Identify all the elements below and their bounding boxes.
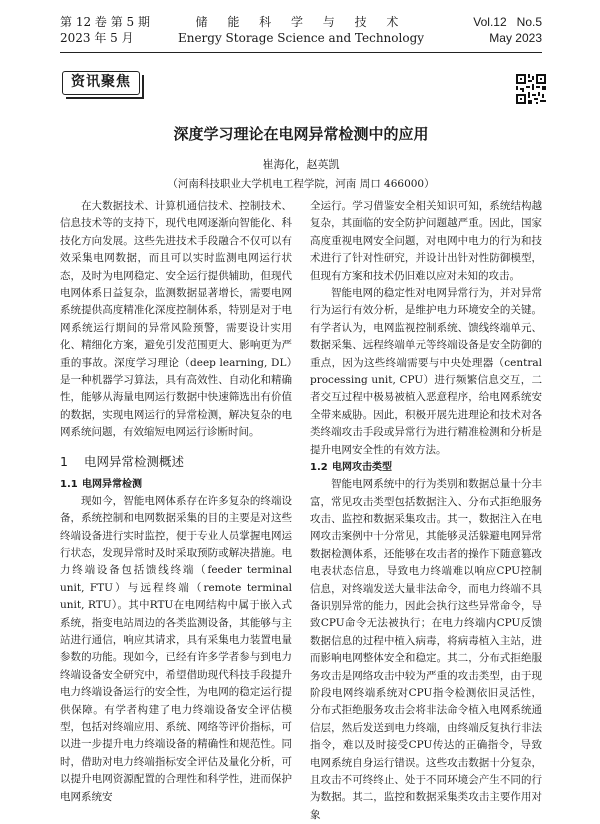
- running-header: [60, 14, 542, 50]
- right-column: [310, 198, 542, 824]
- date-en: May 2023: [489, 31, 542, 45]
- left-column: [60, 198, 292, 806]
- body-paragraph: 智能电网系统中的行为类别和数据总量十分丰富，常见攻击类型包括数据注入、分布式拒绝服务攻击、监控和数据采集攻击。其一，数据注入在电网攻击案例中十分常见，其能够灵活躲避电网异常数据检测体系，还能够在攻击者的操作下随意篡改电表状态信息，导致电力终端难以响应CPU控制信息，对终端发送大量非法命令，而电力终端不具备识别异常的能力，因此会执行这些异常命令，导致CPU命令无法被执行；在电力终端内CPU反馈数据信息的过程中植入病毒，将病毒植入主站，进而影响电网整体安全和稳定。其二，分布式拒绝服务攻击是网络攻击中较为严重的攻击类型，由于现阶段电网终端系统对CPU指令检测依旧灵活性，分布式拒绝服务攻击会将非法命令植入电网系统通信层，然后发送到电力终端，由终端反复执行非法指令，难以及时接受CPU传达的正确指令，导致电网系统自身运行错误。这些攻击数据十分复杂，且攻击不可终终止、处于不同环境会产生不同的行为数据。其二，监控和数据采集类攻击主要作用对象: [310, 478, 542, 821]
- section-1-heading: [60, 452, 292, 472]
- body-paragraph: 智能电网的稳定性对电网异常行为，并对异常行为运行有效分析，是维护电力环境安全的关键。有学者认为，电网监视控制系统、馈线终端单元、数据采集、远程终端单元等终端设备是安全防御的重点，因为这些终端需要与中央处理器（central processing unit, CPU）进行频繁信息交互，二者交互过程中极易被植入恶意程序，给电网系统安全带来威胁。因此，积极开展先进理论和技术对各类终端攻击手段或异常行为进行精准检测和分析是提升电网安全性的有效方法。: [310, 287, 542, 456]
- header-right: [473, 14, 542, 46]
- date-cn: 2023 年 5 月: [60, 31, 134, 45]
- section-title: 电网异常检测概述: [84, 453, 185, 469]
- subsection-title: 电网攻击类型: [332, 462, 392, 474]
- journal-name-en: Energy Storage Science and Technology: [177, 31, 425, 45]
- header-center: [60, 14, 542, 46]
- intro-paragraph: 在大数据技术、计算机通信技术、控制技术、信息技术等的支持下，现代电网逐渐向智能化、科技化方向发展。这些先进技术手段融合不仅可以有效采集电网数据，而且可以实时监测电网运行状态，及时为电网稳定、安全运行提供辅助，但现代电网体系日益复杂，监测数据显著增长，需要电网系统提供高度精准化深度控制体系，特别是对于电网系统运行期间的异常风险预警，需要设计实用化、精细化方案，避免引发范围更大、影响更为严重的事故。深度学习理论（deep learning, DL）是一种机器学习算法，具有高效性、自动化和精确性，能够从海量电网运行数据中快速筛选出有价值的数据，实现电网运行的异常检测，解决复杂的电网系统问题，有效缩短电网运行诊断时间。: [60, 200, 292, 439]
- volume-issue-cn: 第 12 卷 第 5 期: [60, 15, 150, 29]
- subsection-1-1-heading: [60, 476, 292, 493]
- article-affiliation: （河南科技职业大学机电工程学院，河南 周口 466000）: [167, 178, 435, 190]
- body-paragraph-continued: 全运行。学习借鉴安全相关知识可知，系统结构越复杂，其面临的安全防护问题越严重。因此，国家高度重视电网安全问题，对电网中电力的行为和技术进行了针对性研究，并设计出针对性防御模型，但现有方案和技术仍旧难以应对未知的攻击。: [310, 200, 542, 282]
- subsection-number: 1.2: [310, 462, 328, 474]
- journal-name-cn: 储 能 科 学 与 技 术: [195, 15, 407, 29]
- subsection-1-2-heading: [310, 459, 542, 476]
- subsection-title: 电网异常检测: [82, 478, 142, 490]
- header-rule: [60, 52, 542, 53]
- article-authors: 崔海化，赵英凯: [262, 158, 340, 171]
- volume-issue-en: Vol.12 No.5: [473, 15, 542, 29]
- column-tag: 资讯聚焦: [62, 71, 140, 95]
- qr-code-icon[interactable]: [516, 74, 546, 104]
- article-title: 深度学习理论在电网异常检测中的应用: [173, 125, 429, 143]
- body-paragraph: 现如今，智能电网体系存在许多复杂的终端设备，系统控制和电网数据采集的目的主要是对这些终端设备进行实时监控，便于专业人员掌握电网运行状态，发现异常时及时采取预防或解决措施。电力终端设备包括馈线终端（feeder terminal unit, FTU）与远程终端（remote terminal unit, RTU）。其中RTU在电网结构中属于嵌入式系统，指变电站周边的各类监测设备，其能够与主站进行通信，响应其请求，具有采集电力装置电量参数的功能。现如今，已经有许多学者参与到电力终端设备安全研究中，希望借助现代科技手段提升电力终端设备运行的安全性，为电网的稳定运行提供保障。有学者构建了电力终端设备安全评估模型，包括对终端应用、系统、网络等评价指标，可以进一步提升电力终端设备的精确性和规范性。同时，借助对电力终端指标安全评估及量化分析，可以提升电网资源配置的合理性和科学性，进而保护电网系统安: [60, 494, 292, 803]
- subsection-number: 1.1: [60, 478, 78, 490]
- section-number: 1: [60, 453, 68, 469]
